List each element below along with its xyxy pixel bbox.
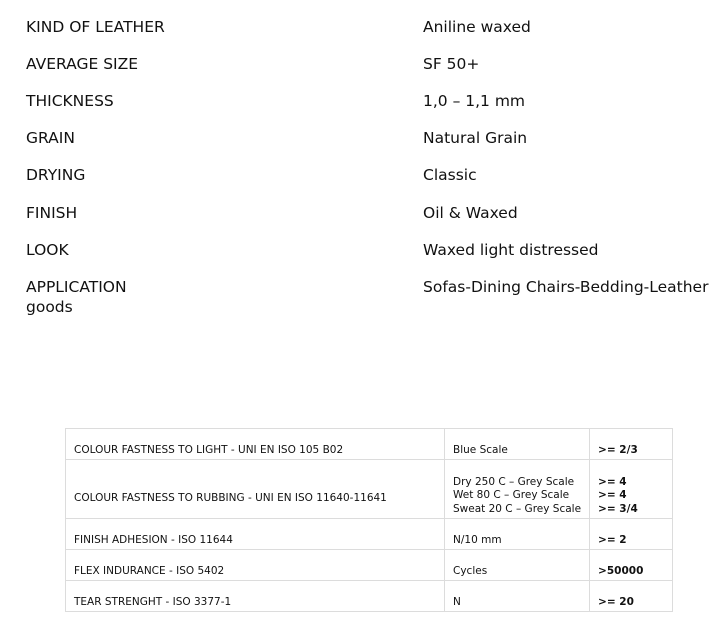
spec-value-grain: Natural Grain — [423, 129, 528, 147]
table-row — [66, 581, 673, 612]
table-row — [66, 460, 673, 519]
test-method — [445, 460, 590, 519]
spec-value-finish: Oil & Waxed — [423, 204, 518, 222]
spec-label-look: LOOK — [26, 241, 69, 259]
spec-label-application: APPLICATION goods — [26, 278, 127, 316]
spec-label-grain: GRAIN — [26, 129, 75, 147]
spec-value-look: Waxed light distressed — [423, 241, 599, 259]
table-row — [66, 550, 673, 581]
spec-value-drying: Classic — [423, 166, 477, 184]
test-result-line: >= 4 — [598, 489, 627, 501]
test-method-line: N — [453, 595, 461, 608]
test-method — [445, 519, 590, 550]
spec-value-thickness: 1,0 – 1,1 mm — [423, 92, 526, 110]
test-name: FINISH ADHESION - ISO 11644 — [66, 519, 445, 550]
spec-label-average-size: AVERAGE SIZE — [26, 55, 139, 73]
test-method — [445, 550, 590, 581]
spec-value-application: Sofas-Dining Chairs-Bedding-Leather — [423, 278, 709, 296]
test-name: COLOUR FASTNESS TO RUBBING - UNI EN ISO 11640-11641 — [66, 460, 445, 519]
test-result-line: >= 3/4 — [598, 502, 638, 515]
test-name: FLEX INDURANCE - ISO 5402 — [66, 550, 445, 581]
test-method — [445, 581, 590, 612]
test-result — [590, 550, 673, 581]
test-method-line: Wet 80 C – Grey Scale — [453, 489, 570, 501]
spec-value-average-size: SF 50+ — [423, 55, 480, 73]
test-result — [590, 581, 673, 612]
spec-label-thickness: THICKNESS — [26, 92, 114, 110]
spec-label-kind-of-leather: KIND OF LEATHER — [26, 18, 165, 36]
test-method-line: Sweat 20 C – Grey Scale — [453, 502, 582, 515]
test-result — [590, 519, 673, 550]
test-result — [590, 460, 673, 519]
table-row — [66, 519, 673, 550]
test-name: TEAR STRENGHT - ISO 3377-1 — [66, 581, 445, 612]
spec-label-drying: DRYING — [26, 166, 86, 184]
test-method-line: Cycles — [453, 564, 488, 577]
test-result-line: >= 2/3 — [598, 443, 638, 456]
test-result — [590, 429, 673, 460]
test-result-line: >= 20 — [598, 595, 634, 608]
test-method-line: Blue Scale — [453, 443, 508, 456]
test-method-line: Dry 250 C – Grey Scale — [453, 475, 575, 488]
spec-label-finish: FINISH — [26, 204, 78, 222]
test-method — [445, 429, 590, 460]
test-method-line: N/10 mm — [453, 533, 502, 546]
spec-value-kind-of-leather: Aniline waxed — [423, 18, 531, 36]
test-name: COLOUR FASTNESS TO LIGHT - UNI EN ISO 105 B02 — [66, 429, 445, 460]
test-result-line: >50000 — [598, 564, 644, 577]
test-results-table — [65, 428, 673, 612]
table-row — [66, 429, 673, 460]
test-result-line: >= 2 — [598, 533, 627, 546]
test-result-line: >= 4 — [598, 475, 627, 488]
